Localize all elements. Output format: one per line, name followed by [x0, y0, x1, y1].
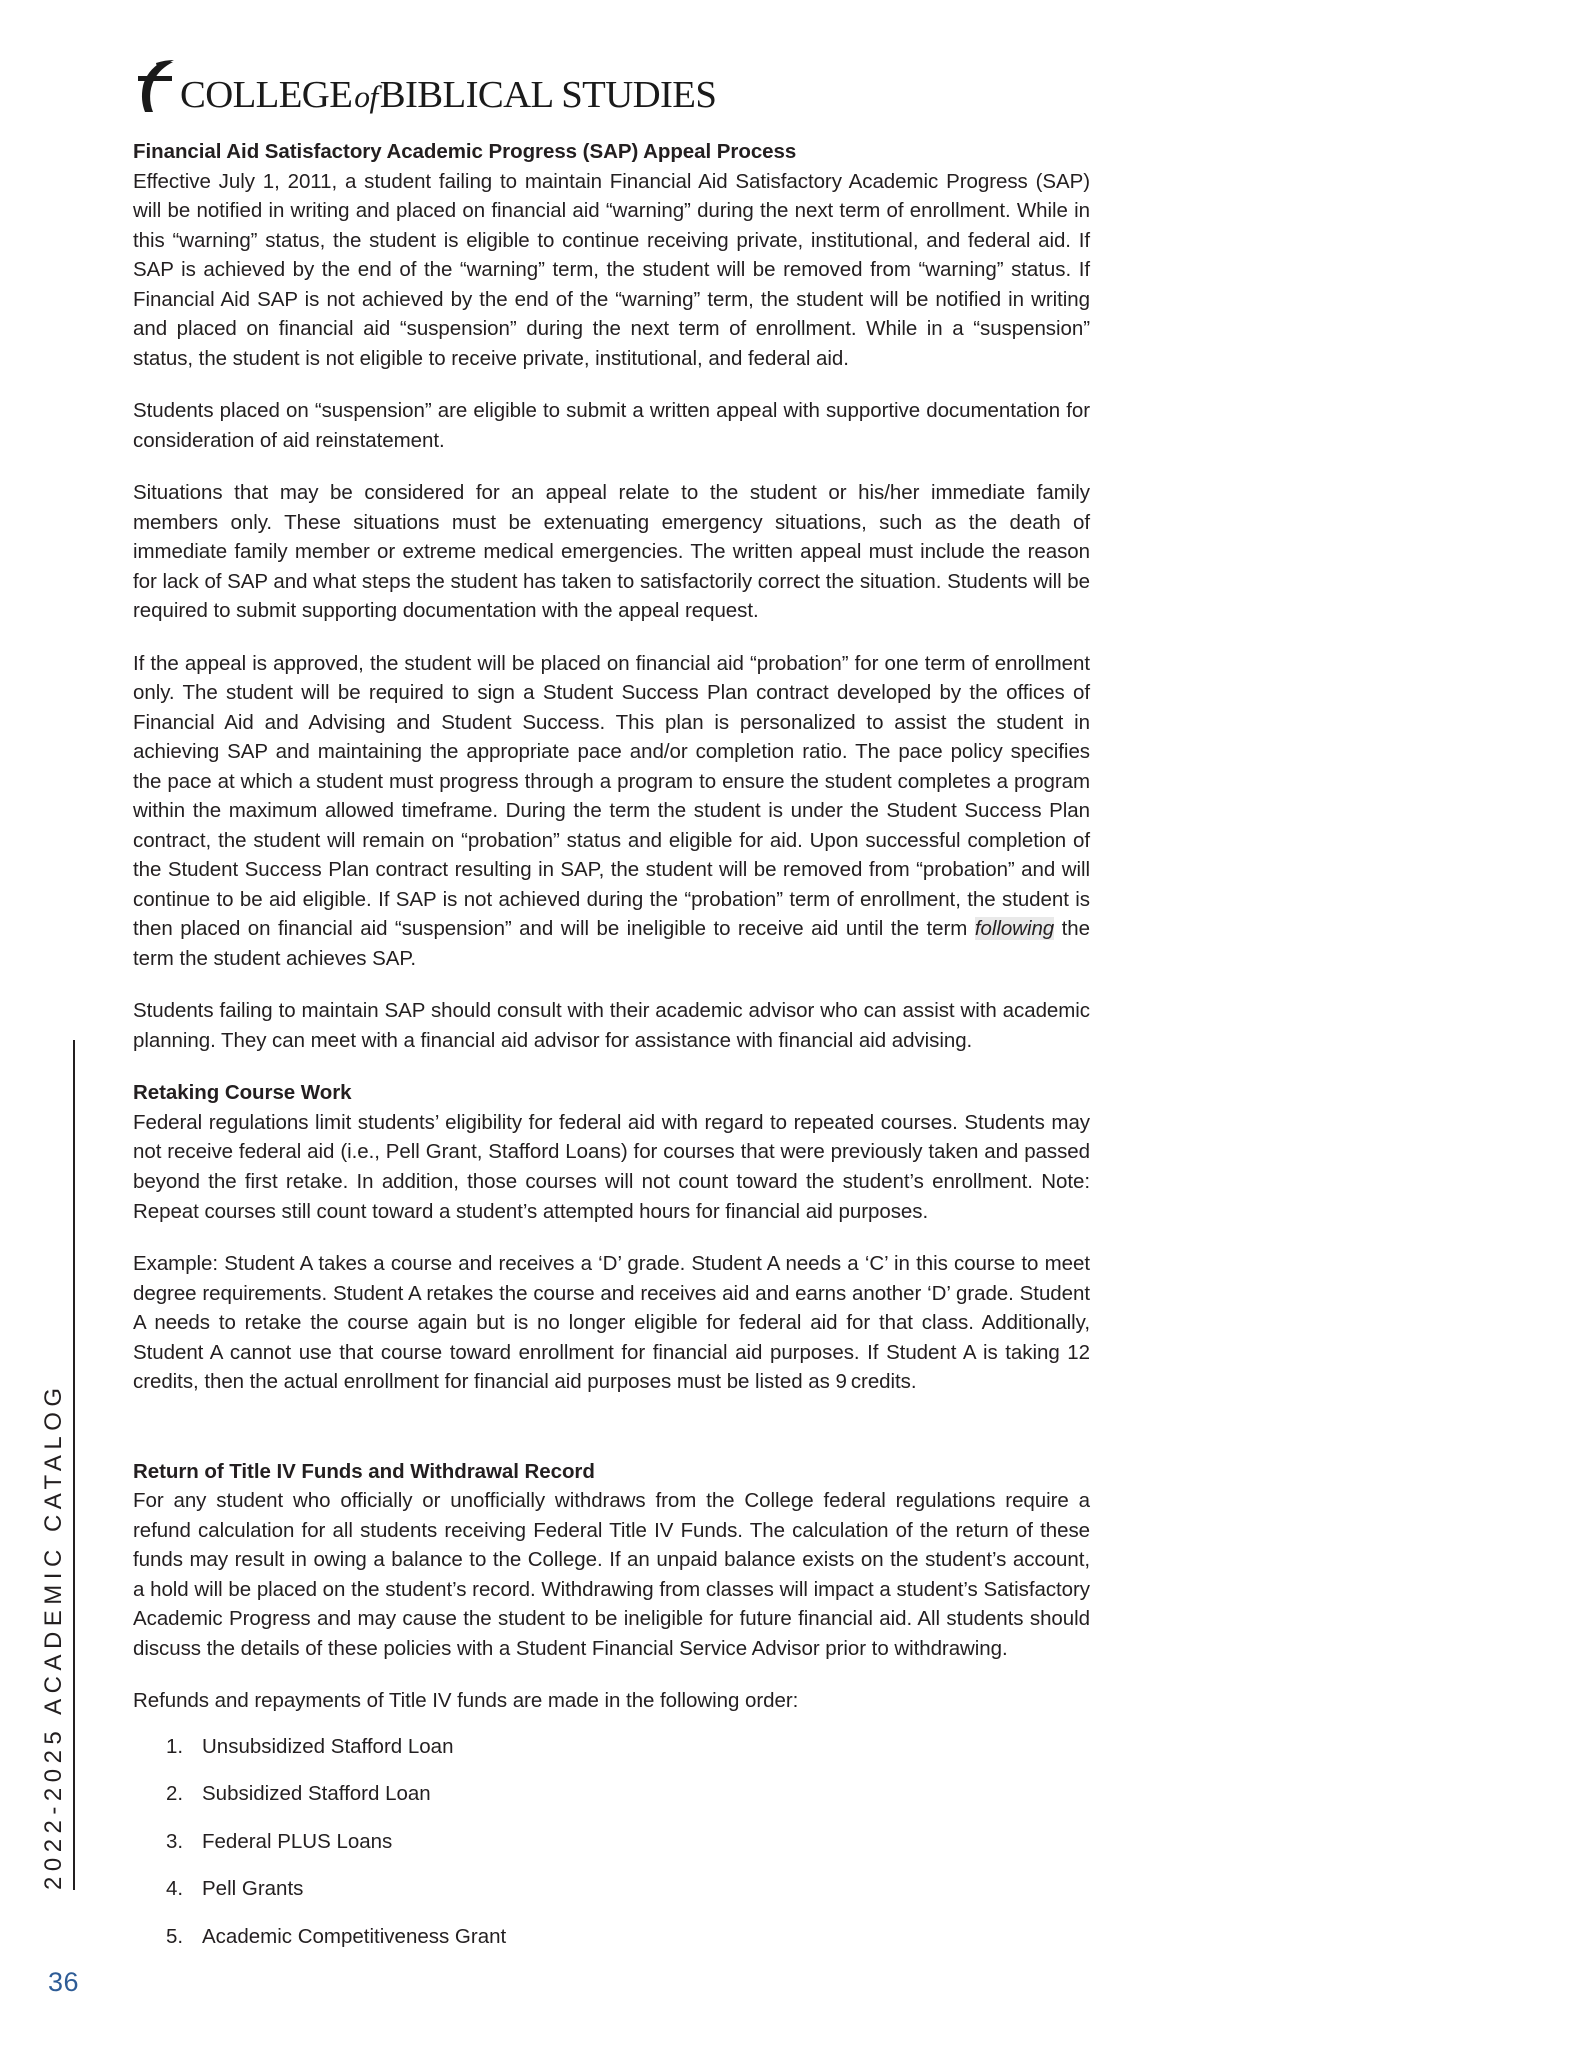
list-item-number: 2.: [166, 1782, 184, 1806]
running-head-vertical: 2022-2025 ACADEMIC CATALOG: [40, 1382, 67, 1890]
logo-word-biblical-studies: BIBLICAL STUDIES: [379, 74, 717, 116]
logo-word-college: COLLEGE: [180, 74, 353, 116]
list-item: [133, 1922, 1090, 1952]
list-item-number: 4.: [166, 1877, 184, 1901]
side-rail-rule: [73, 1040, 75, 1890]
list-item-label: Federal PLUS Loans: [202, 1829, 393, 1853]
spacer: [133, 1397, 1090, 1457]
paragraph-sap-5: Students failing to maintain SAP should consult with their academic advisor who can assist with academic planning. They can meet with a financial aid advisor for assistance with financial aid advising.: [133, 999, 1090, 1052]
list-item-label: Unsubsidized Stafford Loan: [202, 1734, 454, 1758]
list-item-label: Subsidized Stafford Loan: [202, 1782, 431, 1806]
list-item-number: 3.: [166, 1829, 184, 1853]
list-item-label: Academic Competitiveness Grant: [202, 1924, 507, 1948]
logo-word-of: of: [354, 79, 378, 114]
paragraph-sap-3: Situations that may be considered for an appeal relate to the student or his/her immediate family members only. These situations must be extenuating emergency situations, such as the death of immediate family member or extreme medical emergencies. The written appeal must include the reason for lack of SAP and what steps the student has taken to satisfactorily correct the situation. Students will be required to submit supporting documentation with the appeal request.: [133, 481, 1090, 623]
paragraph-retaking-2: Example: Student A takes a course and receives a ‘D’ grade. Student A needs a ‘C’ in this course to meet degree requirements. Student A retakes the course and receives aid and earns another ‘D’ grade. Student A needs to retake the course again but is no longer eligible for federal aid for that class. Additionally, Student A cannot use that course toward enrollment for financial aid purposes. If Student A is taking 12 credits, then the actual enrollment for financial aid purposes must be listed as 9 credits.: [133, 1252, 1090, 1394]
heading-retaking-course-work: Retaking Course Work: [133, 1081, 352, 1105]
page-content: [133, 137, 1090, 1951]
list-item: [133, 1874, 1090, 1904]
list-item-number: 1.: [166, 1734, 184, 1758]
heading-sap-appeal: Financial Aid Satisfactory Academic Progress (SAP) Appeal Process: [133, 140, 797, 163]
list-item-number: 5.: [166, 1924, 184, 1948]
list-item: [133, 1732, 1090, 1762]
spacer: [133, 1226, 1090, 1249]
paragraph-sap-4-part2: the term the student achieves SAP.: [133, 917, 1090, 970]
paragraph-sap-4-part1: If the appeal is approved, the student will be placed on financial aid “probation” for one term of enrollment only. The student will be required to sign a Student Success Plan contract developed by the offices of Financial Aid and Advising and Student Success. This plan is personalized to assist the student in achieving SAP and maintaining the appropriate pace and/or completion ratio. The pace policy specifies the pace at which a student must progress through a program to ensure the student completes a program within the maximum allowed timeframe. During the term the student is under the Student Success Plan contract, the student will remain on “probation” status and eligible for aid. Upon successful completion of the Student Success Plan contract resulting in SAP, the student will be removed from “probation” and will continue to be aid eligible. If SAP is not achieved during the “probation” term of enrollment, the student is then placed on financial aid “suspension” and will be ineligible to receive aid until the term: [133, 651, 1090, 941]
paragraph-retaking-1: Federal regulations limit students’ eligibility for federal aid with regard to repeated courses. Students may not receive federal aid (i.e., Pell Grant, Stafford Loans) for courses that were previously taken and passed beyond the first retake. In addition, those courses will not count toward the student’s enrollment. Note: Repeat courses still count toward a student’s attempted hours for financial aid purposes.: [133, 1110, 1090, 1223]
paragraph-sap-1: Effective July 1, 2011, a student failing to maintain Financial Aid Satisfactory Academic Progress (SAP) will be notified in writing and placed on financial aid “warning” during the next term of enrollment. While in this “warning” status, the student is eligible to continue receiving private, institutional, and federal aid. If SAP is achieved by the end of the “warning” term, the student will be removed from “warning” status. If Financial Aid SAP is not achieved by the end of the “warning” term, the student will be notified in writing and placed on financial aid “suspension” during the next term of enrollment. While in a “suspension” status, the student is not eligible to receive private, institutional, and federal aid.: [133, 169, 1090, 370]
institution-logo: [132, 58, 717, 116]
spacer: [133, 455, 1090, 478]
paragraph-title-iv-1: For any student who officially or unofficially withdraws from the College federal regulations require a refund calculation for all students receiving Federal Title IV Funds. The calculation of the return of these funds may result in owing a balance to the College. If an unpaid balance exists on the student’s account, a hold will be placed on the student’s record. Withdrawing from classes will impact a student’s Satisfactory Academic Progress and may cause the student to be ineligible for future financial aid. All students should discuss the details of these policies with a Student Financial Service Advisor prior to withdrawing.: [133, 1489, 1090, 1660]
paragraph-title-iv-2: Refunds and repayments of Title IV funds are made in the following order:: [133, 1689, 799, 1713]
page-number: 36: [48, 1967, 80, 1997]
side-rail: [0, 0, 120, 2048]
paragraph-sap-2: Students placed on “suspension” are eligible to submit a written appeal with supportive documentation for consideration of aid reinstatement.: [133, 399, 1090, 452]
flame-swoosh-icon: [132, 58, 178, 114]
paragraph-sap-4: [133, 649, 1090, 974]
spacer: [133, 973, 1090, 996]
logo-wordmark: [180, 76, 716, 114]
heading-return-title-iv: Return of Title IV Funds and Withdrawal Record: [133, 1459, 595, 1483]
spacer: [133, 1663, 1090, 1686]
spacer: [133, 373, 1090, 396]
spacer: [133, 1055, 1090, 1078]
emphasis-following: following: [974, 917, 1055, 941]
list-item: [133, 1779, 1090, 1809]
list-item-label: Pell Grants: [202, 1877, 304, 1901]
list-item: [133, 1827, 1090, 1857]
refund-order-list: [133, 1732, 1090, 1952]
spacer: [133, 626, 1090, 649]
